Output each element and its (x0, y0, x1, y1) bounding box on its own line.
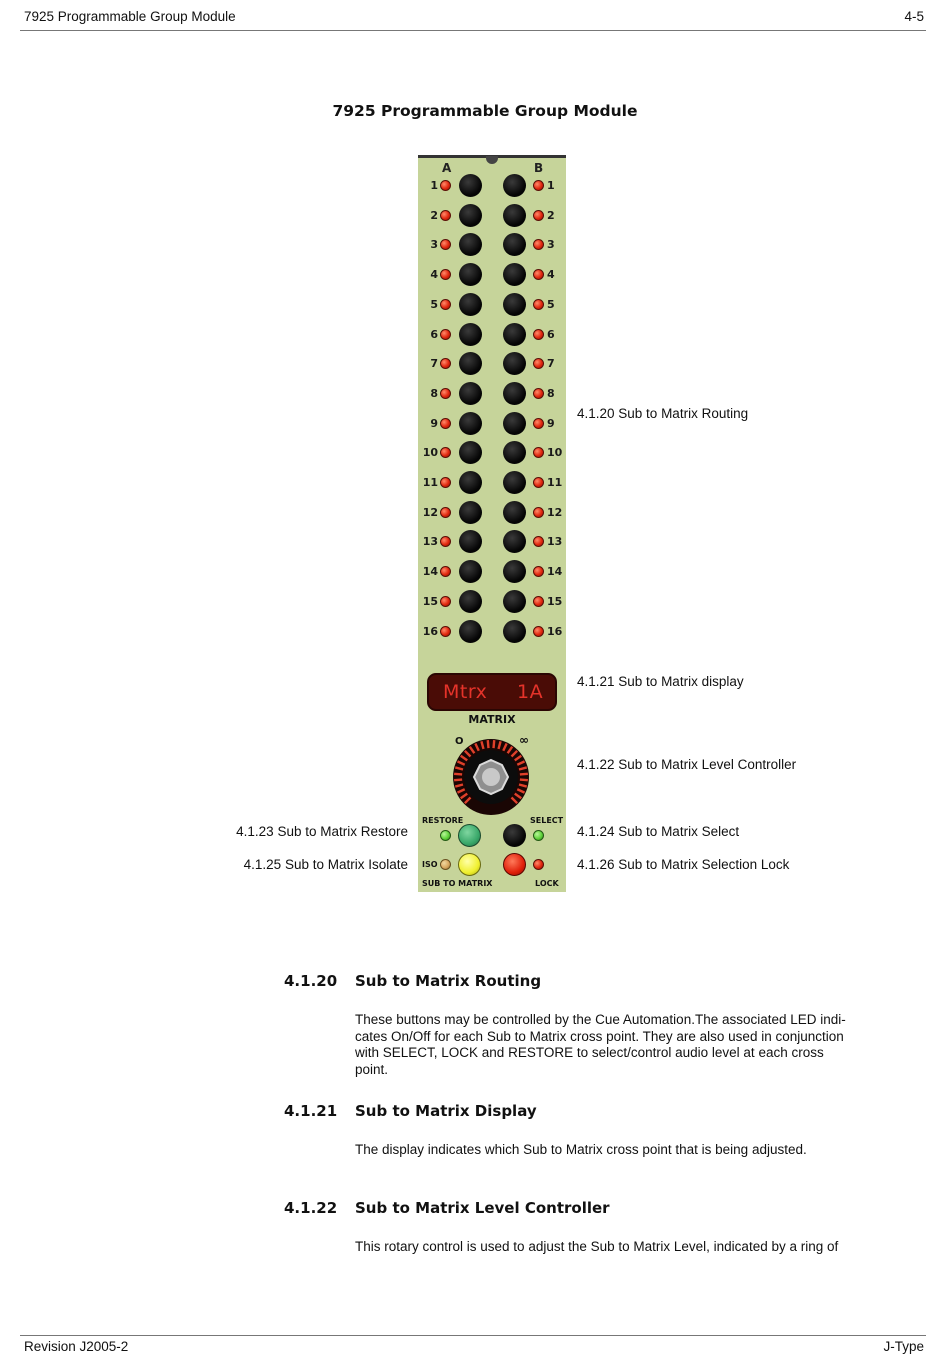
lock-led (533, 859, 544, 870)
row-number-b: 5 (547, 297, 555, 311)
routing-row (418, 618, 566, 646)
route-button-a[interactable] (459, 263, 482, 286)
section-title: Sub to Matrix Routing (355, 972, 542, 990)
group-module-strip (418, 155, 566, 892)
matrix-display (427, 673, 557, 711)
route-led-b (533, 596, 544, 607)
revision-text: Revision J2005-2 (24, 1339, 129, 1354)
route-led-a (440, 180, 451, 191)
route-button-a[interactable] (459, 382, 482, 405)
row-number-a: 14 (422, 565, 438, 579)
route-button-a[interactable] (459, 620, 482, 643)
routing-row (418, 499, 566, 527)
route-led-a (440, 507, 451, 518)
routing-row (418, 172, 566, 200)
route-led-a (440, 269, 451, 280)
route-button-b[interactable] (503, 620, 526, 643)
route-button-b[interactable] (503, 471, 526, 494)
route-button-a[interactable] (459, 323, 482, 346)
route-led-b (533, 239, 544, 250)
row-number-b: 1 (547, 179, 555, 192)
row-number-a: 8 (430, 386, 438, 400)
route-led-b (533, 210, 544, 221)
row-number-b: 2 (547, 208, 555, 222)
row-number-b: 7 (547, 357, 555, 371)
select-button[interactable] (503, 824, 526, 847)
route-button-b[interactable] (503, 352, 526, 375)
route-led-a (440, 596, 451, 607)
route-button-a[interactable] (459, 501, 482, 524)
route-button-b[interactable] (503, 441, 526, 464)
restore-button[interactable] (458, 824, 481, 847)
routing-row (418, 350, 566, 378)
section-number: 4.1.20 (284, 972, 338, 990)
lock-button[interactable] (503, 853, 526, 876)
section-heading (284, 972, 542, 990)
lock-label: LOCK (535, 879, 559, 888)
routing-row (418, 528, 566, 556)
iso-led (440, 859, 451, 870)
route-led-a (440, 447, 451, 458)
route-button-a[interactable] (459, 204, 482, 227)
level-led-segment (494, 740, 495, 748)
route-led-a (440, 388, 451, 399)
restore-led (440, 830, 451, 841)
iso-label: ISO (422, 860, 438, 869)
routing-row (418, 202, 566, 230)
route-led-a (440, 566, 451, 577)
row-number-a: 3 (430, 238, 438, 252)
callout-isolate: 4.1.25 Sub to Matrix Isolate (243, 857, 408, 872)
route-button-a[interactable] (459, 293, 482, 316)
route-button-b[interactable] (503, 323, 526, 346)
route-led-a (440, 239, 451, 250)
callout-restore: 4.1.23 Sub to Matrix Restore (236, 824, 408, 839)
route-led-b (533, 388, 544, 399)
column-a-label: A (442, 161, 452, 175)
route-button-b[interactable] (503, 412, 526, 435)
knob-max-label: ∞ (519, 733, 529, 747)
route-button-a[interactable] (459, 590, 482, 613)
row-number-a: 12 (422, 505, 438, 519)
knob-center (482, 768, 500, 786)
callout-select: 4.1.24 Sub to Matrix Select (577, 824, 740, 839)
select-label: SELECT (530, 816, 564, 825)
row-number-b: 10 (547, 446, 563, 460)
section-title: Sub to Matrix Level Controller (355, 1199, 610, 1217)
page-footer (24, 1339, 924, 1354)
page-number: 4-5 (904, 9, 924, 24)
route-led-b (533, 536, 544, 547)
row-number-b: 4 (547, 268, 555, 282)
section-body: The display indicates which Sub to Matrix cross point that is being adjusted. (355, 1142, 807, 1157)
route-led-b (533, 418, 544, 429)
route-led-b (533, 299, 544, 310)
row-number-b: 12 (547, 505, 563, 519)
route-button-a[interactable] (459, 412, 482, 435)
route-button-b[interactable] (503, 174, 526, 197)
row-number-b: 8 (547, 386, 555, 400)
row-number-b: 11 (547, 476, 563, 489)
route-led-b (533, 507, 544, 518)
route-button-a[interactable] (459, 530, 482, 553)
level-led-segment (520, 774, 528, 775)
route-led-b (533, 626, 544, 637)
route-button-b[interactable] (503, 382, 526, 405)
route-button-a[interactable] (459, 233, 482, 256)
route-led-b (533, 329, 544, 340)
route-button-b[interactable] (503, 263, 526, 286)
routing-row (418, 469, 566, 497)
route-led-b (533, 566, 544, 577)
routing-row (418, 410, 566, 438)
row-number-b: 9 (547, 416, 555, 430)
route-button-b[interactable] (503, 530, 526, 553)
header-title: 7925 Programmable Group Module (24, 9, 236, 24)
routing-row (418, 231, 566, 259)
routing-row (418, 439, 566, 467)
route-led-a (440, 477, 451, 488)
row-number-b: 16 (547, 624, 563, 638)
route-led-a (440, 418, 451, 429)
route-button-b[interactable] (503, 560, 526, 583)
display-crosspoint-text: 1A (517, 681, 544, 703)
route-led-a (440, 329, 451, 340)
routing-row (418, 588, 566, 616)
isolate-button[interactable] (458, 853, 481, 876)
callout-routing: 4.1.20 Sub to Matrix Routing (577, 406, 749, 421)
routing-row (418, 380, 566, 408)
restore-label: RESTORE (422, 816, 464, 825)
route-button-a[interactable] (459, 352, 482, 375)
callout-level: 4.1.22 Sub to Matrix Level Controller (577, 757, 797, 772)
route-led-b (533, 180, 544, 191)
route-led-b (533, 477, 544, 488)
routing-row (418, 261, 566, 289)
row-number-a: 13 (422, 535, 438, 549)
section-body: These buttons may be controlled by the Cue Automation.The associated LED indi-cates On/Off for each Sub to Matrix cross point. They are also used in conjunction with SELECT, LOCK and RESTORE to select/control audio level at each cross point. (355, 1012, 846, 1077)
section-number: 4.1.22 (284, 1199, 338, 1217)
row-number-a: 15 (422, 594, 438, 608)
callout-display: 4.1.21 Sub to Matrix display (577, 674, 744, 689)
row-number-b: 15 (547, 594, 563, 608)
row-number-a: 11 (422, 476, 438, 489)
routing-row (418, 321, 566, 349)
route-led-a (440, 626, 451, 637)
section-heading (284, 1199, 610, 1217)
routing-row (418, 291, 566, 319)
route-button-b[interactable] (503, 501, 526, 524)
matrix-label: MATRIX (468, 713, 516, 726)
page-header (24, 9, 924, 27)
callout-lock: 4.1.26 Sub to Matrix Selection Lock (577, 857, 790, 872)
column-b-label: B (534, 161, 544, 175)
section-number: 4.1.21 (284, 1102, 338, 1120)
select-led (533, 830, 544, 841)
row-number-b: 14 (547, 565, 563, 579)
console-type-text: J-Type (883, 1339, 924, 1354)
section-title: Sub to Matrix Display (355, 1102, 537, 1120)
route-led-b (533, 269, 544, 280)
route-led-a (440, 299, 451, 310)
row-number-a: 9 (430, 416, 438, 430)
row-number-a: 6 (430, 327, 438, 341)
route-button-b[interactable] (503, 293, 526, 316)
route-button-b[interactable] (503, 233, 526, 256)
row-number-a: 7 (430, 357, 438, 371)
route-button-b[interactable] (503, 204, 526, 227)
display-mode-text: Mtrx (443, 681, 488, 703)
route-button-a[interactable] (459, 174, 482, 197)
route-button-b[interactable] (503, 590, 526, 613)
route-led-b (533, 447, 544, 458)
row-number-a: 1 (430, 179, 438, 192)
row-number-a: 5 (430, 297, 438, 311)
level-led-segment (488, 740, 489, 748)
route-button-a[interactable] (459, 560, 482, 583)
route-button-a[interactable] (459, 471, 482, 494)
level-led-segment (520, 780, 528, 781)
document-title: 7925 Programmable Group Module (332, 102, 638, 120)
row-number-a: 4 (430, 268, 438, 282)
row-number-a: 2 (430, 208, 438, 222)
row-number-a: 16 (422, 624, 438, 638)
level-knob[interactable] (452, 738, 530, 816)
panel-screw (486, 156, 498, 164)
knob-min-label: O (455, 736, 464, 747)
level-led-segment (454, 774, 462, 775)
route-button-a[interactable] (459, 441, 482, 464)
footer-rule (20, 1335, 926, 1336)
route-led-b (533, 358, 544, 369)
header-rule (20, 30, 926, 31)
route-led-a (440, 536, 451, 547)
sub-to-matrix-label: SUB TO MATRIX (422, 879, 493, 888)
row-number-b: 3 (547, 238, 555, 252)
section-body: This rotary control is used to adjust the Sub to Matrix Level, indicated by a ring of (355, 1239, 839, 1254)
routing-row (418, 558, 566, 586)
row-number-a: 10 (422, 446, 438, 460)
route-led-a (440, 358, 451, 369)
section-heading (284, 1102, 537, 1120)
row-number-b: 6 (547, 327, 555, 341)
row-number-b: 13 (547, 535, 563, 549)
level-led-segment (454, 780, 462, 781)
route-led-a (440, 210, 451, 221)
